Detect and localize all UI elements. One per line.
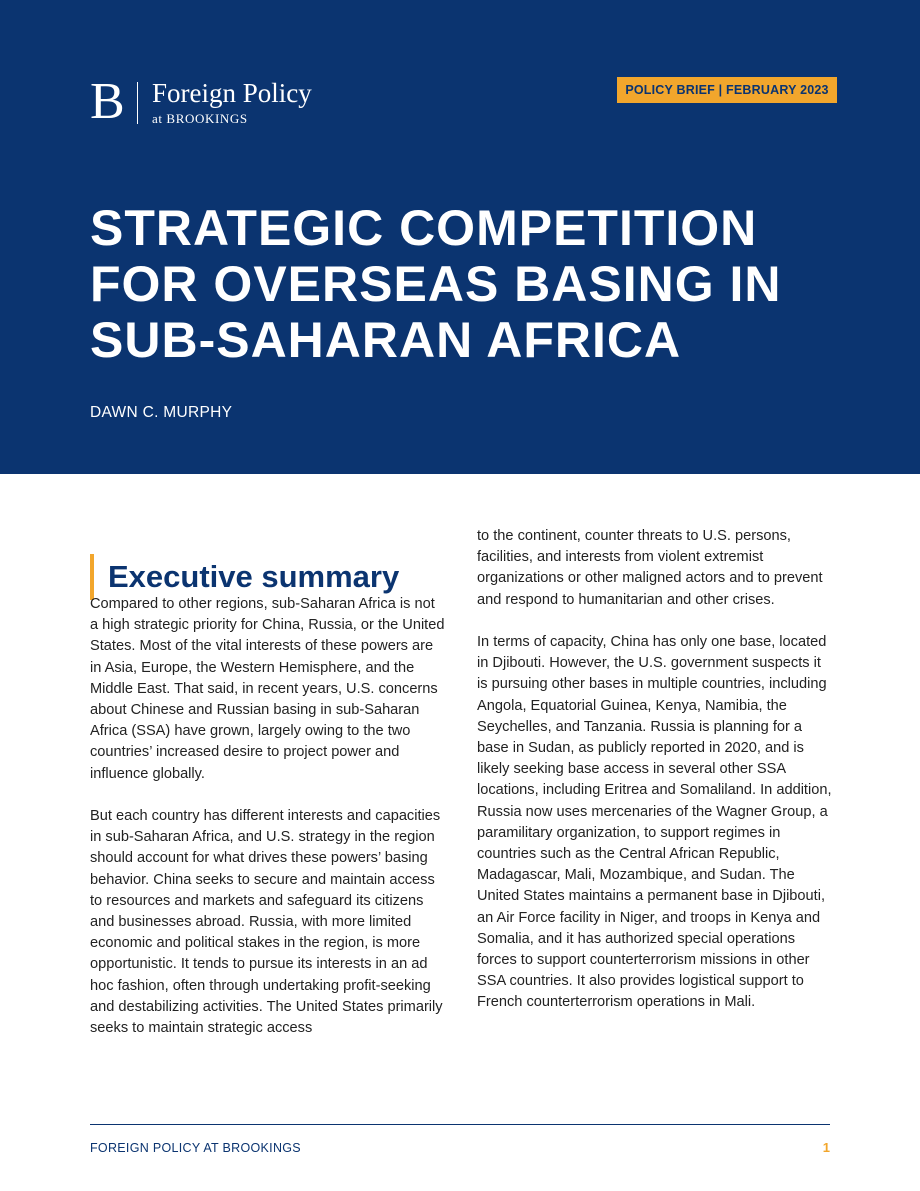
brookings-b-mark: B (90, 73, 125, 130)
logo-divider (137, 82, 138, 124)
title-line-3: SUB-SAHARAN AFRICA (90, 312, 682, 368)
footer-label: FOREIGN POLICY AT BROOKINGS (90, 1141, 301, 1155)
logo-name: Foreign Policy (152, 78, 312, 108)
executive-summary-heading: Executive summary (90, 554, 399, 600)
paragraph: to the continent, counter threats to U.S. persons, facilities, and interests from violent extremist organizations or other maligned actors and to prevent and respond to humanitarian and other crises. (477, 528, 823, 608)
author-name: DAWN C. MURPHY (90, 404, 233, 421)
footer-divider (90, 1124, 830, 1125)
logo-subtitle: at BROOKINGS (152, 111, 248, 126)
title-line-1: STRATEGIC COMPETITION (90, 200, 758, 256)
policy-brief-badge: POLICY BRIEF | FEBRUARY 2023 (617, 77, 837, 103)
header-banner (0, 0, 920, 474)
paragraph: Compared to other regions, sub-Saharan Africa is not a high strategic priority for China, Russia, or the United States. Most of the vital interests of these powers are in Asia, Europe, the Western Hemisphere, and the Middle East. That said, in recent years, U.S. concerns about Chinese and Russian basing in sub-Saharan Africa (SSA) have grown, largely owing to the two countries’ increased desire to project power and influence globally. (90, 596, 445, 782)
page-number: 1 (822, 1140, 830, 1155)
right-column (477, 526, 832, 1035)
left-column (90, 594, 445, 1060)
document-title (90, 200, 830, 368)
title-line-2: FOR OVERSEAS BASING IN (90, 256, 782, 312)
paragraph: But each country has different interests and capacities in sub-Saharan Africa, and U.S. strategy in the region should account for what drives these powers’ basing behavior. China seeks to secure and maintain access to resources and markets and safeguard its citizens and businesses abroad. Russia, with more limited economic and political stakes in the region, is more opportunistic. It tends to pursue its interests in an ad hoc fashion, often through undertaking profit-seeking and destabilizing activities. The United States primarily seeks to maintain strategic access (90, 808, 443, 1037)
paragraph: In terms of capacity, China has only one base, located in Djibouti. However, the U.S. government suspects it is pursuing other bases in multiple countries, including Angola, Equatorial Guinea, Kenya, Namibia, the Seychelles, and Tanzania. Russia is planning for a base in Sudan, as publicly reported in 2020, and is likely seeking base access in several other SSA locations, including Eritrea and Somaliland. In addition, Russia now uses mercenaries of the Wagner Group, a paramilitary organization, to support regimes in countries such as the Central African Republic, Madagascar, Mali, Mozambique, and Sudan. The United States maintains a permanent base in Djibouti, an Air Force facility in Niger, and troops in Kenya and Somalia, and it has authorized special operations forces to support counterterrorism missions in other SSA countries. It also provides logistical support to French counterterrorism operations in Mali. (477, 634, 832, 1011)
